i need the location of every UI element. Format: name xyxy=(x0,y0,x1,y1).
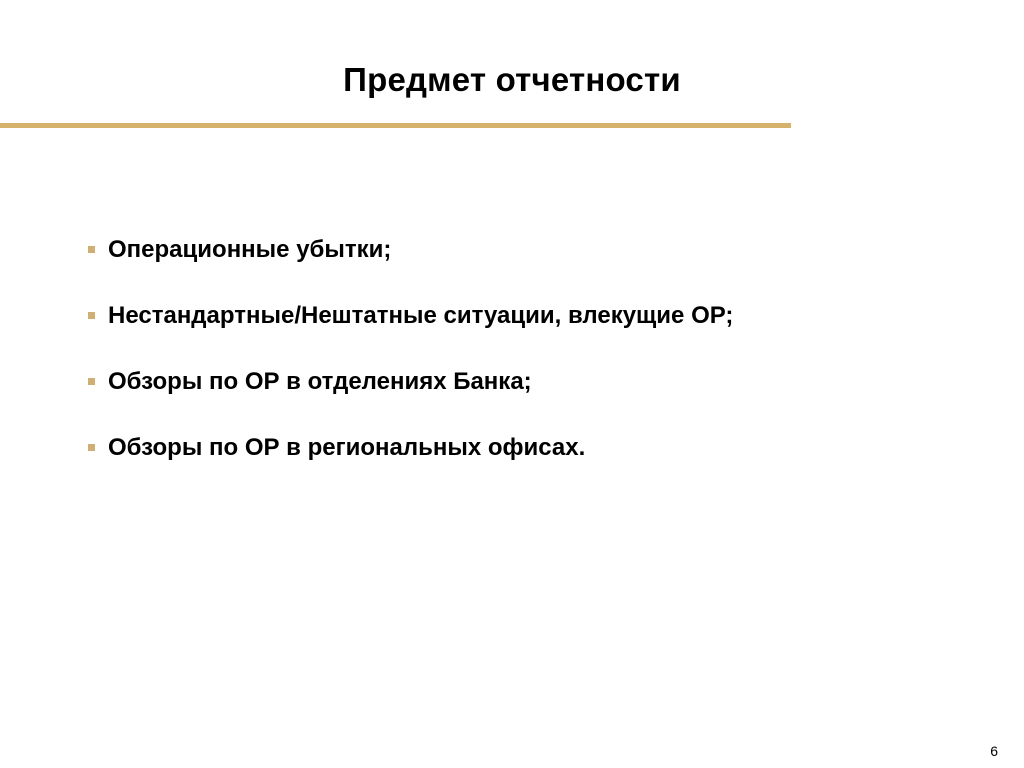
bullet-text: Нестандартные/Нештатные ситуации, влекущие ОР; xyxy=(108,302,734,329)
square-bullet-icon xyxy=(88,246,95,253)
bullet-text: Обзоры по ОР в отделениях Банка; xyxy=(108,368,532,395)
title-underline xyxy=(0,123,791,128)
bullet-text: Операционные убытки; xyxy=(108,236,392,263)
square-bullet-icon xyxy=(88,312,95,319)
slide-title: Предмет отчетности xyxy=(343,61,681,98)
square-bullet-icon xyxy=(88,378,95,385)
page-number: 6 xyxy=(990,743,998,759)
bullet-text: Обзоры по ОР в региональных офисах. xyxy=(108,434,586,461)
square-bullet-icon xyxy=(88,444,95,451)
